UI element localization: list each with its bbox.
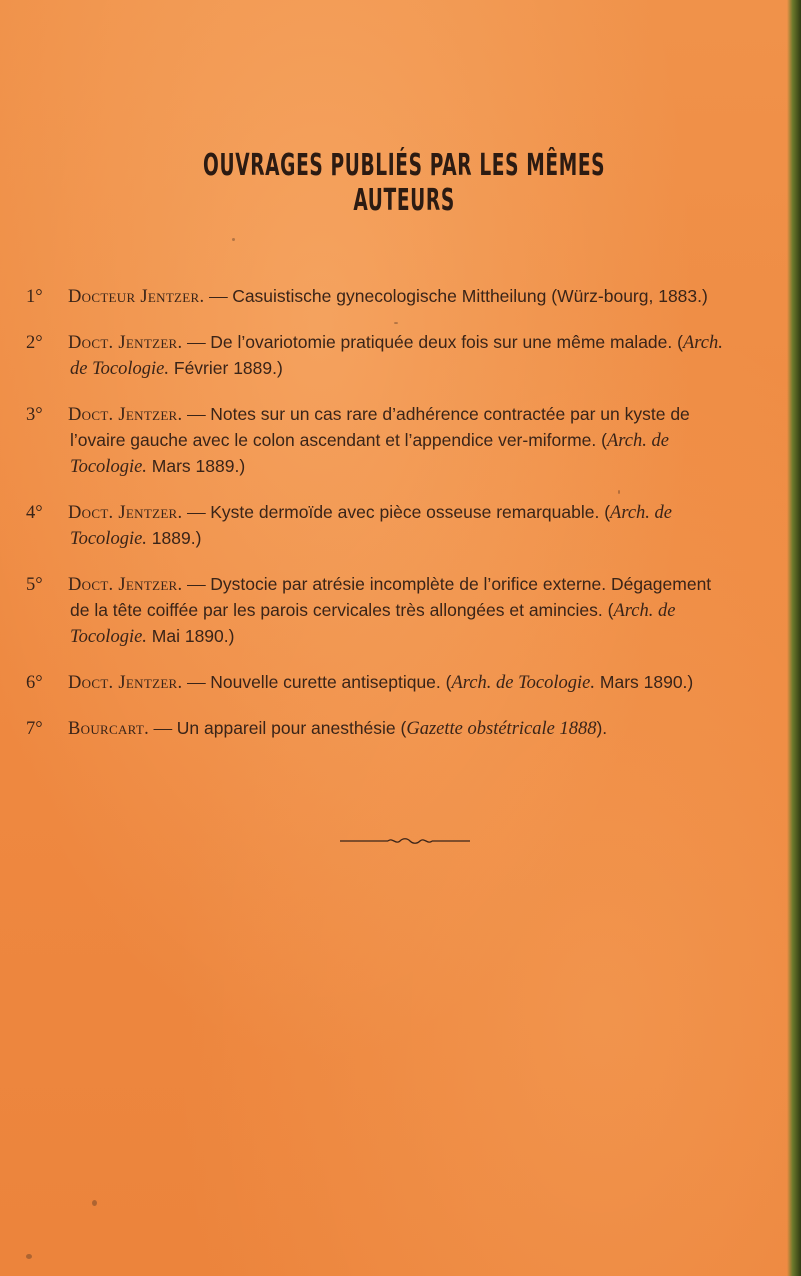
paper-speck: [232, 238, 235, 241]
author: Doct. Jentzer.: [68, 673, 183, 693]
author: Doct. Jentzer.: [68, 405, 183, 425]
work-title: Kyste dermoïde avec pièce osseuse remarquable.: [210, 502, 600, 522]
journal-name: Arch. de Tocologie.: [70, 333, 723, 379]
author: Docteur Jentzer.: [68, 287, 205, 307]
work-title: Dystocie par atrésie incomplète de l’orifice externe. Dégagement de la tête coiffée par les parois cervicales très allongées et amincies.: [70, 574, 712, 620]
ornament-divider: [340, 836, 470, 846]
paper-speck: [618, 490, 620, 494]
journal-name: Arch. de Tocologie.: [70, 601, 676, 647]
author: Doct. Jentzer.: [68, 575, 183, 595]
list-item: 3° Doct. Jentzer. — Notes sur un cas rare d’adhérence contractée par un kyste de l’ovaire gauche avec le colon ascendant et l’appendice ver-miforme. (Arch. de Tocologie. Mars 1889.): [26, 404, 690, 477]
list-item: 4° Doct. Jentzer. — Kyste dermoïde avec pièce osseuse remarquable. (Arch. de Tocologie. 1889.): [26, 502, 673, 549]
author: Doct. Jentzer.: [68, 503, 183, 523]
work-title: Casuistische gynecologische Mittheilung: [232, 286, 547, 306]
journal-name: Arch. de Tocologie.: [70, 503, 673, 549]
list-item: 2° Doct. Jentzer. — De l’ovariotomie pratiquée deux fois sur une même malade. (Arch. de Tocologie. Février 1889.): [26, 332, 723, 379]
page-heading: OUVRAGES PUBLIÉS PAR LES MÊMES AUTEURS: [203, 148, 606, 218]
journal-name: Arch. de Tocologie.: [70, 431, 669, 477]
paper-speck: [394, 322, 398, 324]
journal-name: Gazette obstétricale 1888: [406, 719, 597, 739]
journal-name: Arch. de Tocologie.: [451, 673, 596, 693]
list-item: 5° Doct. Jentzer. — Dystocie par atrésie incomplète de l’orifice externe. Dégagement de la tête coiffée par les parois cervicales très allongées et amincies. (Arch. de Tocologie. Mai 1890.): [26, 574, 712, 647]
paper-speck: [92, 1200, 97, 1206]
work-title: Un appareil pour anesthésie: [176, 718, 396, 738]
works-list: [26, 284, 728, 762]
work-title: De l’ovariotomie pratiquée deux fois sur une même malade.: [210, 332, 673, 352]
list-item: 6° Doct. Jentzer. — Nouvelle curette antiseptique. (Arch. de Tocologie. Mars 1890.): [26, 672, 694, 693]
author: Doct. Jentzer.: [68, 333, 183, 353]
page-edge: [787, 0, 801, 1276]
author: Bourcart.: [68, 719, 150, 739]
list-item: 1° Docteur Jentzer. — Casuistische gynecologische Mittheilung (Würz-bourg, 1883.): [26, 286, 708, 307]
list-item: 7° Bourcart. — Un appareil pour anesthésie (Gazette obstétricale 1888).: [26, 718, 608, 739]
paper-speck: [26, 1254, 32, 1259]
work-title: Nouvelle curette antiseptique.: [210, 672, 441, 692]
work-title: Notes sur un cas rare d’adhérence contractée par un kyste de l’ovaire gauche avec le colon ascendant et l’appendice ver-miforme.: [70, 404, 690, 450]
